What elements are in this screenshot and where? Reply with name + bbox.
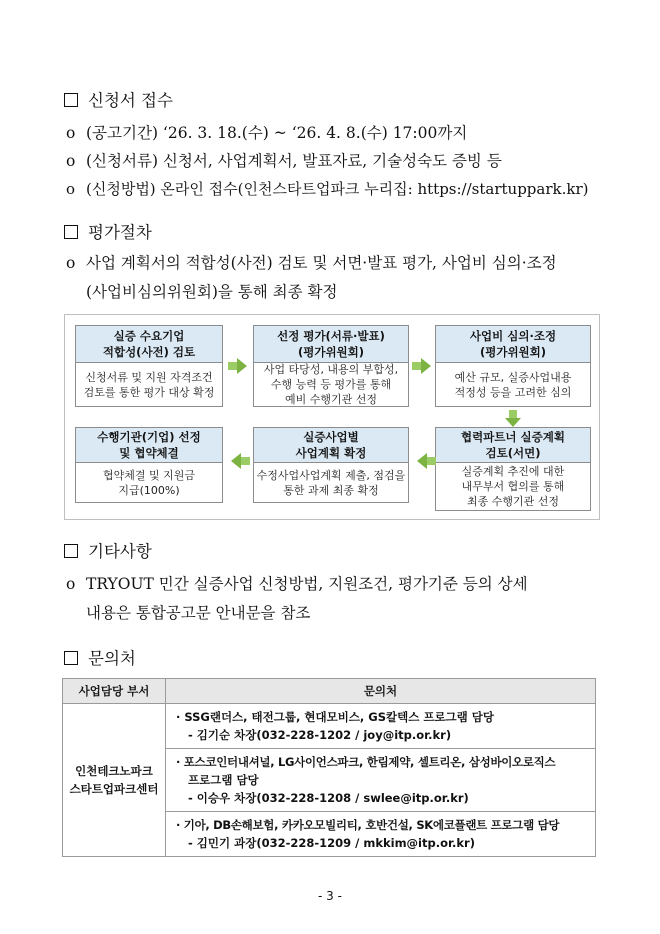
bullet-other: o TRYOUT 민간 실증사업 신청방법, 지원조건, 평가기준 등의 상세	[66, 575, 528, 593]
flow-step-3: 사업비 심의·조정 (평가위원회) 예산 규모, 실증사업내용 적정성 등을 고려한 심의	[435, 325, 591, 407]
flow-step-4: 협력파트너 실증계획 검토(서면) 실증계획 추진에 대한 내무부서 협의를 통해 최종 수행기관 선정	[435, 427, 591, 511]
bullet-period: o (공고기간) ‘26. 3. 18.(수) ~ ‘26. 4. 8.(수) 17:00까지	[66, 124, 468, 142]
section-title-evaluation: 평가절차	[64, 222, 152, 244]
arrow-left-icon	[231, 453, 241, 469]
flow-step-6: 수행기관(기업) 선정 및 협약체결 협약체결 및 지원금 지급(100%)	[75, 427, 223, 503]
checkbox-square-icon	[64, 651, 78, 665]
dept-cell: 인천테크노파크 스타트업파크센터	[63, 704, 166, 857]
section-title-contact: 문의처	[64, 648, 136, 670]
bullet-evaluation: o 사업 계획서의 적합성(사전) 검토 및 서면·발표 평가, 사업비 심의·조정	[66, 254, 557, 272]
page-number: - 3 -	[318, 889, 342, 903]
table-header-dept: 사업담당 부서	[63, 679, 166, 704]
contact-table	[62, 678, 596, 857]
flow-step-5: 실증사업별 사업계획 확정 수정사업사업계획 제출, 점검을 통한 과제 최종 확정	[253, 427, 409, 503]
flow-step-1: 실증 수요기업 적합성(사전) 검토 신청서류 및 지원 자격조건 검토를 통한 평가 대상 확정	[75, 325, 223, 407]
contact-block-3: · 기아, DB손해보험, 카카오모빌리티, 호반건설, SK에코플랜트 프로그램 담당 - 김민기 과장(032-228-1209 / mkkim@itp.or.kr)	[166, 811, 595, 856]
checkbox-square-icon	[64, 544, 78, 558]
arrow-right-icon	[421, 358, 431, 374]
checkbox-square-icon	[64, 225, 78, 239]
arrow-right-icon	[237, 358, 247, 374]
table-header-row	[63, 679, 596, 704]
table-row	[63, 704, 596, 857]
table-header-contact: 문의처	[166, 679, 596, 704]
section-title-application: 신청서 접수	[64, 90, 173, 112]
arrow-down-icon	[505, 418, 521, 427]
contact-block-2: · 포스코인터내셔널, LG사이언스파크, 한림제약, 셀트리온, 삼성바이오로직스 프로그램 담당 - 이승우 차장(032-228-1208 / swlee@itp.or.kr)	[166, 748, 595, 811]
bullet-method: o (신청방법) 온라인 접수(인천스타트업파크 누리집: https://startuppark.kr)	[66, 180, 589, 198]
contact-block-1: · SSG랜더스, 태전그룹, 현대모비스, GS칼텍스 프로그램 담당 - 김기순 차장(032-228-1202 / joy@itp.or.kr)	[176, 710, 494, 742]
flow-step-2: 선정 평가(서류·발표) (평가위원회) 사업 타당성, 내용의 부합성, 수행 능력 등 평가를 통해 예비 수행기관 선정	[253, 325, 409, 407]
bullet-documents: o (신청서류) 신청서, 사업계획서, 발표자료, 기술성숙도 증빙 등	[66, 152, 502, 170]
contact-cell	[166, 704, 596, 857]
section-title-other: 기타사항	[64, 541, 152, 563]
arrow-left-icon	[417, 453, 427, 469]
bullet-other-cont: 내용은 통합공고문 안내문을 참조	[86, 604, 311, 622]
checkbox-square-icon	[64, 93, 78, 107]
evaluation-flowchart	[64, 314, 600, 520]
bullet-evaluation-cont: (사업비심의위원회)을 통해 최종 확정	[86, 283, 338, 301]
